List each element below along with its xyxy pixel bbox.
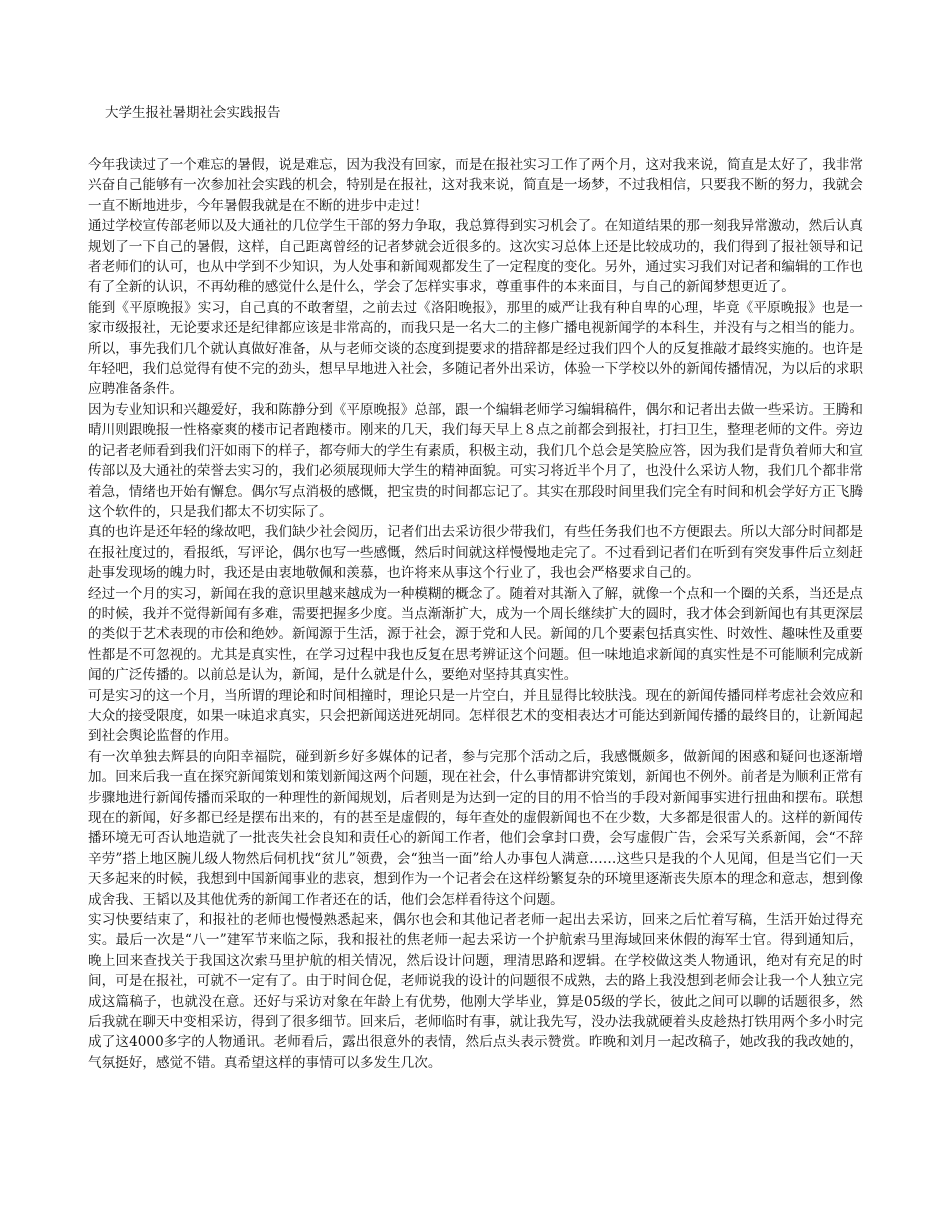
paragraph-5: 真的也许是还年轻的缘故吧，我们缺少社会阅历，记者们出去采访很少带我们，有些任务我们也不方便跟去。所以大部分时间都是在报社度过的，看报纸，写评论，偶尔也写一些感慨，然后时间就这样慢慢地走完了。不过看到记者们在听到有突发事件后立刻赶赴事发现场的魄力时，我还是由衷地敬佩和羡慕，也许将来从事这个行业了，我也会严格要求自己的。 xyxy=(88,524,863,582)
paragraph-7: 可是实习的这一个月，当所谓的理论和时间相撞时，理论只是一片空白，并且显得比较肤浅。现在的新闻传播同样考虑社会效应和大众的接受限度，如果一味追求真实，只会把新闻送进死胡同。怎样很艺术的变相表达才可能达到新闻传播的最终目的，让新闻起到社会舆论监督的作用。 xyxy=(88,687,863,745)
paragraph-2: 通过学校宣传部老师以及大通社的几位学生干部的努力争取，我总算得到实习机会了。在知道结果的那一刻我异常激动，然后认真规划了一下自己的暑假，这样，自己距离曾经的记者梦就会近很多的。这次实习总体上还是比较成功的，我们得到了报社领导和记者老师们的认可，也从中学到不少知识，为人处事和新闻观都发生了一定程度的变化。另外，通过实习我们对记者和编辑的工作也有了全新的认识，不再幼稚的感觉什么是什么，学会了怎样实事求，尊重事件的本来面目，与自己的新闻梦想更近了。 xyxy=(88,218,863,296)
document-title: 大学生报社暑期社会实践报告 xyxy=(105,105,281,121)
paragraph-9: 实习快要结束了，和报社的老师也慢慢熟悉起来，偶尔也会和其他记者老师一起出去采访，回来之后忙着写稿，生活开始过得充实。最后一次是“八一”建军节来临之际，我和报社的焦老师一起去采访一个护航索马里海域回来休假的海军士官。得到通知后，晚上回来查找关于我国这次索马里护航的相关情况，然后设计问题，理清思路和逻辑。在学校做这类人物通讯，绝对有充足的时间，可是在报社，可就不一定有了。由于时间仓促，老师说我的设计的问题很不成熟，去的路上我没想到老师会让我一个人独立完成这篇稿子，也就没在意。还好与采访对象在年龄上有优势，他刚大学毕业，算是05级的学长，彼此之间可以聊的话题很多，然后我就在聊天中变相采访，得到了很多细节。回来后，老师临时有事，就让我先写，没办法我就硬着头皮趁热打铁用两个多小时完成了这4000多字的人物通讯。老师看后，露出很意外的表情，然后点头表示赞赏。昨晚和刘月一起改稿子，她改我的我改她的，气氛挺好，感觉不错。真希望这样的事情可以多发生几次。 xyxy=(88,912,863,1071)
paragraph-3: 能到《平原晚报》实习，自己真的不敢奢望，之前去过《洛阳晚报》，那里的威严让我有种自卑的心理，毕竟《平原晚报》也是一家市级报社，无论要求还是纪律都应该是非常高的，而我只是一名大二的主修广播电视新闻学的本科生，并没有与之相当的能力。所以，事先我们几个就认真做好准备，从与老师交谈的态度到提要求的措辞都是经过我们四个人的反复推敲才最终实施的。也许是年轻吧，我们总觉得有使不完的劲头，想早早地进入社会，多随记者外出采访，体验一下学校以外的新闻传播情况，为以后的求职应聘准备条件。 xyxy=(88,299,863,398)
paragraph-1: 今年我读过了一个难忘的暑假，说是难忘，因为我没有回家，而是在报社实习工作了两个月，这对我来说，简直是太好了，我非常兴奋自己能够有一次参加社会实践的机会，特别是在报社，这对我来说，简直是一场梦，不过我相信，只要我不断的努力，我就会一直不断地进步，今年暑假我就是在不断的进步中走过！ xyxy=(88,157,863,214)
paragraph-4: 因为专业知识和兴趣爱好，我和陈静分到《平原晚报》总部，跟一个编辑老师学习编辑稿件，偶尔和记者出去做一些采访。王腾和晴川则跟晚报一性格豪爽的楼市记者跑楼市。刚来的几天，我们每天早上８点之前都会到报社，打扫卫生，整理老师的文件。旁边的记者老师看到我们汗如雨下的样子，都夸师大的学生有素质，积极主动，我们几个总会是笑脸应答，因为我们是背负着师大和宣传部以及大通社的荣誉去实习的，我们必须展现师大学生的精神面貌。可实习将近半个月了，也没什么采访人物，我们几个都非常着急，情绪也开始有懈怠。偶尔写点消极的感慨，把宝贵的时间都忘记了。其实在那段时间里我们完全有时间和机会学好方正飞腾这个软件的，只是我们都太不切实际了。 xyxy=(88,401,863,520)
paragraph-6: 经过一个月的实习，新闻在我的意识里越来越成为一种模糊的概念了。随着对其渐入了解，就像一个点和一个圈的关系，当还是点的时候，我并不觉得新闻有多难，需要把握多少度。当点渐渐扩大，成为一个周长继续扩大的圆时，我才体会到新闻也有其更深层的类似于艺术表现的市侩和绝妙。新闻源于生活，源于社会，源于党和人民。新闻的几个要素包括真实性、时效性、趣味性及重要性都是不可忽视的。尤其是真实性，在学习过程中我也反复在思考辨证这个问题。但一味地追求新闻的真实性是不可能顺利完成新闻的广泛传播的。以前总是认为，新闻，是什么就是什么，要绝对坚持其真实性。 xyxy=(88,585,863,684)
paragraph-8: 有一次单独去辉县的向阳幸福院，碰到新乡好多媒体的记者，参与完那个活动之后，我感慨颇多，做新闻的困惑和疑问也逐渐增加。回来后我一直在探究新闻策划和策划新闻这两个问题，现在社会，什么事情都讲究策划，新闻也不例外。前者是为顺利正常有步骤地进行新闻传播而采取的一种理性的新闻规划，后者则是为达到一定的目的用不恰当的手段对新闻事实进行扭曲和摆布。联想现在的新闻，好多都已经是摆布出来的，有的甚至是虚假的，每年查处的虚假新闻也不在少数，大多都是很雷人的。这样的新闻传播环境无可否认地造就了一批丧失社会良知和责任心的新闻工作者，他们会拿封口费，会写虚假广告，会采写关系新闻，会“不辞辛劳”搭上地区腕儿级人物然后伺机找“贫儿”领费，会“独当一面”给人办事包人满意……这些只是我的个人见闻，但是当它们一天天多起来的时候，我想到中国新闻事业的悲哀，想到作为一个记者会在这样纷繁复杂的环境里逐渐丧失原本的理念和意志，想到像成舍我、王韬以及其他优秀的新闻工作者还在的话，他们会怎样看待这个问题。 xyxy=(88,748,863,908)
document-body xyxy=(88,155,863,1073)
